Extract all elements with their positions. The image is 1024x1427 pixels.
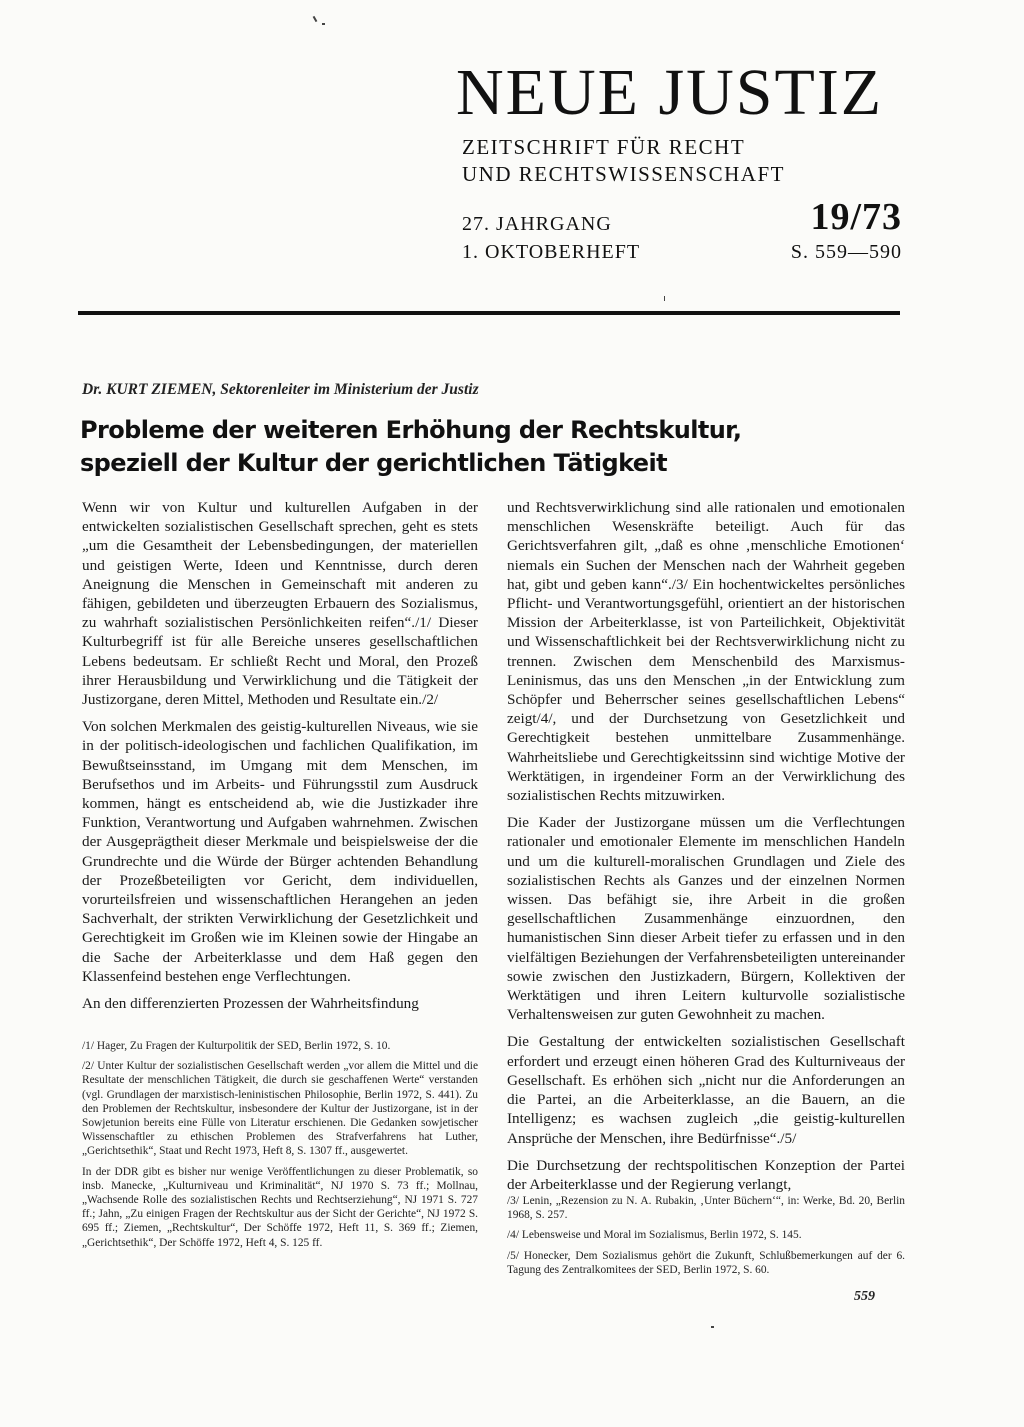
page-range: S. 559—590 (790, 241, 902, 263)
article-title (80, 414, 910, 480)
footnote: /5/ Honecker, Dem Sozialismus gehört die Zukunft, Schlußbemerkungen auf der 6. Tagung des Zentralkomitees der SED, Berlin 1972, S. 60. (507, 1249, 905, 1276)
issue-name: 1. OKTOBERHEFT (462, 241, 641, 263)
journal-title: NEUE JUSTIZ (456, 56, 884, 129)
masthead-rule (78, 311, 900, 315)
issue-number: 19/73 (810, 196, 902, 238)
paragraph: An den differenzierten Prozessen der Wahrheitsfindung (82, 995, 419, 1013)
article-title-line-2: speziell der Kultur der gerichtlichen Tätigkeit (80, 449, 667, 477)
paragraph: und Rechtsverwirklichung sind alle rationalen und emotionalen menschlichen Wesenskräfte beteiligt. Auch für das Gerichtsverfahren gilt, „daß es ohne ‚menschliche Emotionen‘ niemals ein Suchen der Menschen nach der Wahrheit gegeben hat, gibt und geben kann“./3/ Ein hochentwickeltes persönliches Pflicht- und Verantwortungsgefühl, orientiert an der historischen Mission der Arbeiterklasse, ist von Parteilichkeit, Objektivität und Wissenschaftlichkeit bei der Rechtsverwirklichung nicht zu trennen. Zwischen dem Menschenbild des Marxismus-Leninismus, das uns den Menschen „in der Entwicklung zum Schöpfer und Beherrscher seines gesellschaftlichen Lebens“ zeigt/4/, und der Durchsetzung von Gesetzlichkeit und Gerechtigkeit bestehen unmittelbare Zusammenhänge. Wahrheitsliebe und Gerechtigkeitssinn sind wichtige Motive der Werktätigen, in irgendeiner Form an der Verwirklichung des sozialistischen Rechts mitzuwirken. (507, 499, 905, 805)
body-column-right (507, 498, 905, 1202)
body-column-left (82, 498, 478, 1021)
author-line: Dr. KURT ZIEMEN, Sektorenleiter im Ministerium der Justiz (82, 381, 479, 398)
scan-speck (313, 16, 318, 22)
paragraph: Die Durchsetzung der rechtspolitischen Konzeption der Partei der Arbeiterklasse und der Regierung verlangt, (507, 1156, 905, 1193)
footnotes-right (507, 1194, 905, 1283)
paragraph: Von solchen Merkmalen des geistig-kulturellen Niveaus, wie sie in der politisch-ideologischen und fachlichen Qualifikation, im Bewußtseinsstand, im Umgang mit dem Menschen, im Berufsethos und im Arbeits- und Führungsstil zum Ausdruck kommen, hängt es entscheidend ab, wie die Justizkader ihre Funktion, Verantwortung und Aufgaben wahrnehmen. Zwischen der Ausgeprägtheit dieser Merkmale und beispielsweise der die Grundrechte und die Würde der Bürger achtenden Behandlung der Prozeßbeteiligten vor Gericht, dem individuellen, vorurteilsfreien und wissenschaftlichen Herangehen an jeden Sachverhalt, der strikten Verwirklichung der Gesetzlichkeit und Gerechtigkeit im Großen wie im Kleinen sowie der Hingabe an die Sache der Arbeiterklasse und dem Haß gegen den Klassenfeind bestehen enge Verflechtungen. (82, 718, 478, 985)
footnote: /3/ Lenin, „Rezension zu N. A. Rubakin, ‚Unter Büchern‘“, in: Werke, Bd. 20, Berlin 1968, S. 257. (507, 1195, 905, 1222)
scan-speck (711, 1326, 714, 1328)
footnote: /1/ Hager, Zu Fragen der Kulturpolitik der SED, Berlin 1972, S. 10. (82, 1040, 391, 1052)
footnotes-left (82, 1039, 478, 1256)
footnote: /4/ Lebensweise und Moral im Sozialismus, Berlin 1972, S. 145. (507, 1229, 802, 1242)
scan-speck (664, 296, 665, 301)
article-title-line-1: Probleme der weiteren Erhöhung der Rechtskultur, (80, 416, 742, 444)
paragraph: Wenn wir von Kultur und kulturellen Aufgaben in der entwickelten sozialistischen Gesellschaft sprechen, geht es stets „um die Gesamtheit der Lebensbedingungen, der materiellen und geistigen Werte, Ideen und Kenntnisse, durch deren Aneignung die Menschen in Gemeinschaft mit anderen zu fähigen, gebildeten und überzeugten Erbauern des Sozialismus, zu wahrhaft sozialistischen Persönlichkeiten reifen“./1/ Dieser Kulturbegriff ist für alle Bereiche unseres gesellschaftlichen Lebens bedeutsam. Er schließt Recht und Moral, den Prozeß ihrer Herausbildung und Verwirklichung und die Tätigkeit der Justizorgane, deren Mittel, Methoden und Resultate ein./2/ (82, 499, 478, 709)
footnote: /2/ Unter Kultur der sozialistischen Gesellschaft werden „vor allem die Mittel und die Resultate der menschlichen Tätigkeit, die durch sie geschaffenen Werte“ verstanden (vgl. Grundlagen der marxistisch-leninistischen Philosophie, Berlin 1972, S. 441). Zu den Problemen der Rechtskultur, insbesondere der Kultur der Justizorgane, ist in der Sowjetunion bereits eine Fülle von Literatur erschienen. Die Gedanken sowjetischer Wissenschaftler zu ethischen Problemen des Strafverfahrens hat Luther, „Gerichtsethik“, Staat und Recht 1973, Heft 8, S. 1307 ff., ausgewertet. (82, 1060, 478, 1158)
volume-label: 27. JAHRGANG (462, 213, 612, 235)
footnote: In der DDR gibt es bisher nur wenige Veröffentlichungen zu dieser Problematik, so insb. Manecke, „Kulturniveau und Kriminalität“, NJ 1970 S. 73 ff.; Mollnau, „Wachsende Rolle des sozialistischen Rechts und Rechtserziehung“, NJ 1971 S. 727 ff.; Jahn, „Zu einigen Fragen der Rechtskultur aus der Sicht der Gerichte“, NJ 1972 S. 695 ff.; Ziemen, „Rechtskultur“, Der Schöffe 1972, Heft 11, S. 369 ff.; Ziemen, „Gerichtsethik“, Der Schöffe 1972, Heft 4, S. 125 ff. (82, 1165, 478, 1249)
paragraph: Die Kader der Justizorgane müssen um die Verflechtungen rationaler und emotionaler Elemente im menschlichen Handeln und um die kulturell-moralischen Grundlagen und Ziele des sozialistischen Rechts als Ganzes und der einzelnen Normen wissen. Das befähigt sie, ihre Arbeit in die großen gesellschaftlichen Zusammenhänge einzuordnen, den humanistischen Sinn dieser Arbeit tiefer zu erfassen und in den vielfältigen Beziehungen der Verfahrensbeteiligten untereinander sowie zwischen den Justizkadern, Bürgern, Kollektiven der Werktätigen und ihren Leitern kulturvolle sozialistische Verhaltensweisen zur guten Gewohnheit zu machen. (507, 814, 905, 1024)
page-number: 559 (854, 1289, 875, 1304)
scan-speck (322, 23, 325, 25)
journal-subtitle-line-1: ZEITSCHRIFT FÜR RECHT (462, 135, 746, 159)
paragraph: Die Gestaltung der entwickelten sozialistischen Gesellschaft erfordert und erzeugt einen höheren Grad des Kulturniveaus der Gesellschaft. Es erhöhen sich „nicht nur die Anforderungen an die Partei, an die Arbeiterklasse, an die Bauern, an die Intelligenz; es wachsen zugleich „die geistig-kulturellen Ansprüche der Menschen, ihre Bedürfnisse“./5/ (507, 1033, 905, 1147)
journal-subtitle-line-2: UND RECHTSWISSENSCHAFT (462, 162, 785, 186)
